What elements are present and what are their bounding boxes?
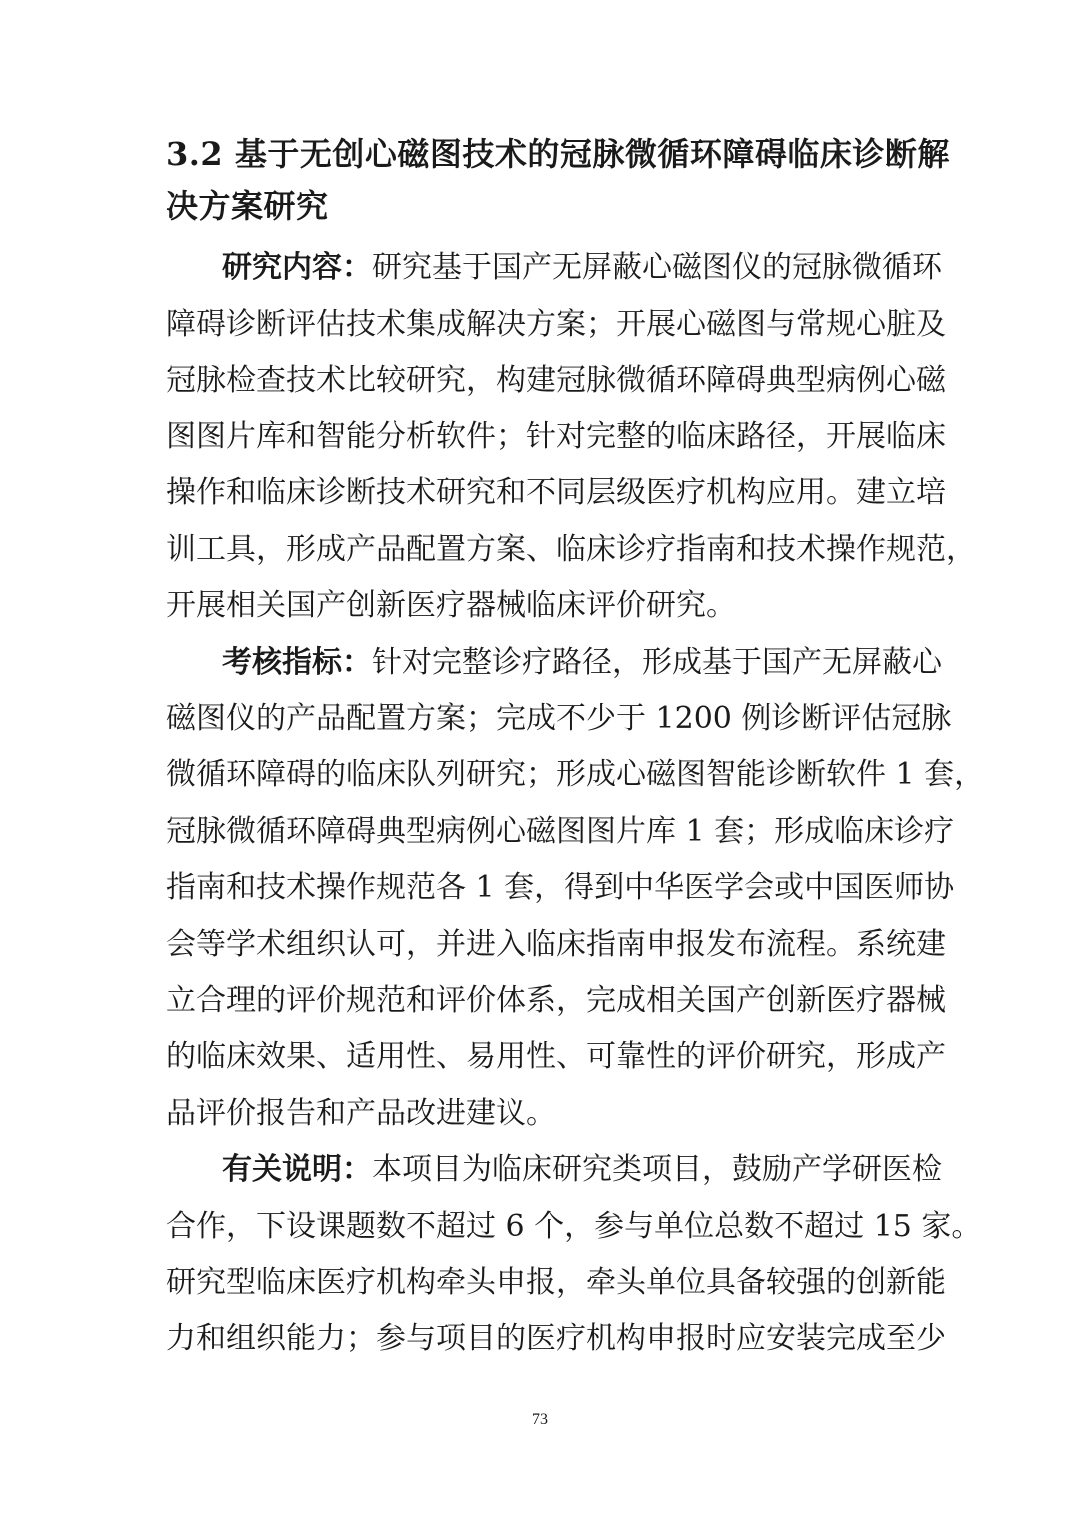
assessment-indicators-line: 的临床效果、适用性、易用性、可靠性的评价研究，形成产 bbox=[166, 1039, 946, 1074]
research-content-line: 障碍诊断评估技术集成解决方案；开展心磁图与常规心脏及 bbox=[166, 307, 946, 342]
assessment-indicators-line: 磁图仪的产品配置方案；完成不少于 1200 例诊断评估冠脉 bbox=[166, 701, 952, 736]
research-content-line: 训工具，形成产品配置方案、临床诊疗指南和技术操作规范， bbox=[166, 532, 976, 567]
research-content-line: 开展相关国产创新医疗器械临床评价研究。 bbox=[166, 588, 736, 623]
section-heading-line-1: 3.2 基于无创心磁图技术的冠脉微循环障碍临床诊断解 bbox=[166, 135, 950, 173]
assessment-indicators-label: 考核指标： bbox=[222, 645, 372, 680]
assessment-indicators-line: 品评价报告和产品改进建议。 bbox=[166, 1096, 556, 1131]
related-notes-line: 力和组织能力；参与项目的医疗机构申报时应安装完成至少 bbox=[166, 1321, 946, 1356]
assessment-indicators-paragraph-line-1 bbox=[222, 645, 942, 680]
related-notes-label: 有关说明： bbox=[222, 1152, 372, 1187]
research-content-line: 冠脉检查技术比较研究，构建冠脉微循环障碍典型病例心磁 bbox=[166, 363, 946, 398]
assessment-indicators-line: 冠脉微循环障碍典型病例心磁图图片库 1 套；形成临床诊疗 bbox=[166, 814, 955, 849]
assessment-indicators-text: 针对完整诊疗路径，形成基于国产无屏蔽心 bbox=[372, 645, 942, 680]
research-content-label: 研究内容： bbox=[222, 250, 372, 285]
section-heading-line-2: 决方案研究 bbox=[166, 187, 329, 225]
assessment-indicators-line: 指南和技术操作规范各 1 套，得到中华医学会或中国医师协 bbox=[166, 870, 955, 905]
related-notes-text: 本项目为临床研究类项目，鼓励产学研医检 bbox=[372, 1152, 942, 1187]
assessment-indicators-line: 立合理的评价规范和评价体系，完成相关国产创新医疗器械 bbox=[166, 983, 946, 1018]
related-notes-paragraph-line-1 bbox=[222, 1152, 942, 1187]
related-notes-line: 合作，下设课题数不超过 6 个，参与单位总数不超过 15 家。 bbox=[166, 1209, 982, 1244]
research-content-line: 操作和临床诊断技术研究和不同层级医疗机构应用。建立培 bbox=[166, 475, 946, 510]
research-content-paragraph-line-1 bbox=[222, 250, 942, 285]
related-notes-line: 研究型临床医疗机构牵头申报，牵头单位具备较强的创新能 bbox=[166, 1265, 946, 1300]
assessment-indicators-line: 会等学术组织认可，并进入临床指南申报发布流程。系统建 bbox=[166, 927, 946, 962]
research-content-text: 研究基于国产无屏蔽心磁图仪的冠脉微循环 bbox=[372, 250, 942, 285]
page-number: 73 bbox=[532, 1411, 548, 1428]
assessment-indicators-line: 微循环障碍的临床队列研究；形成心磁图智能诊断软件 1 套， bbox=[166, 757, 985, 792]
research-content-line: 图图片库和智能分析软件；针对完整的临床路径，开展临床 bbox=[166, 419, 946, 454]
